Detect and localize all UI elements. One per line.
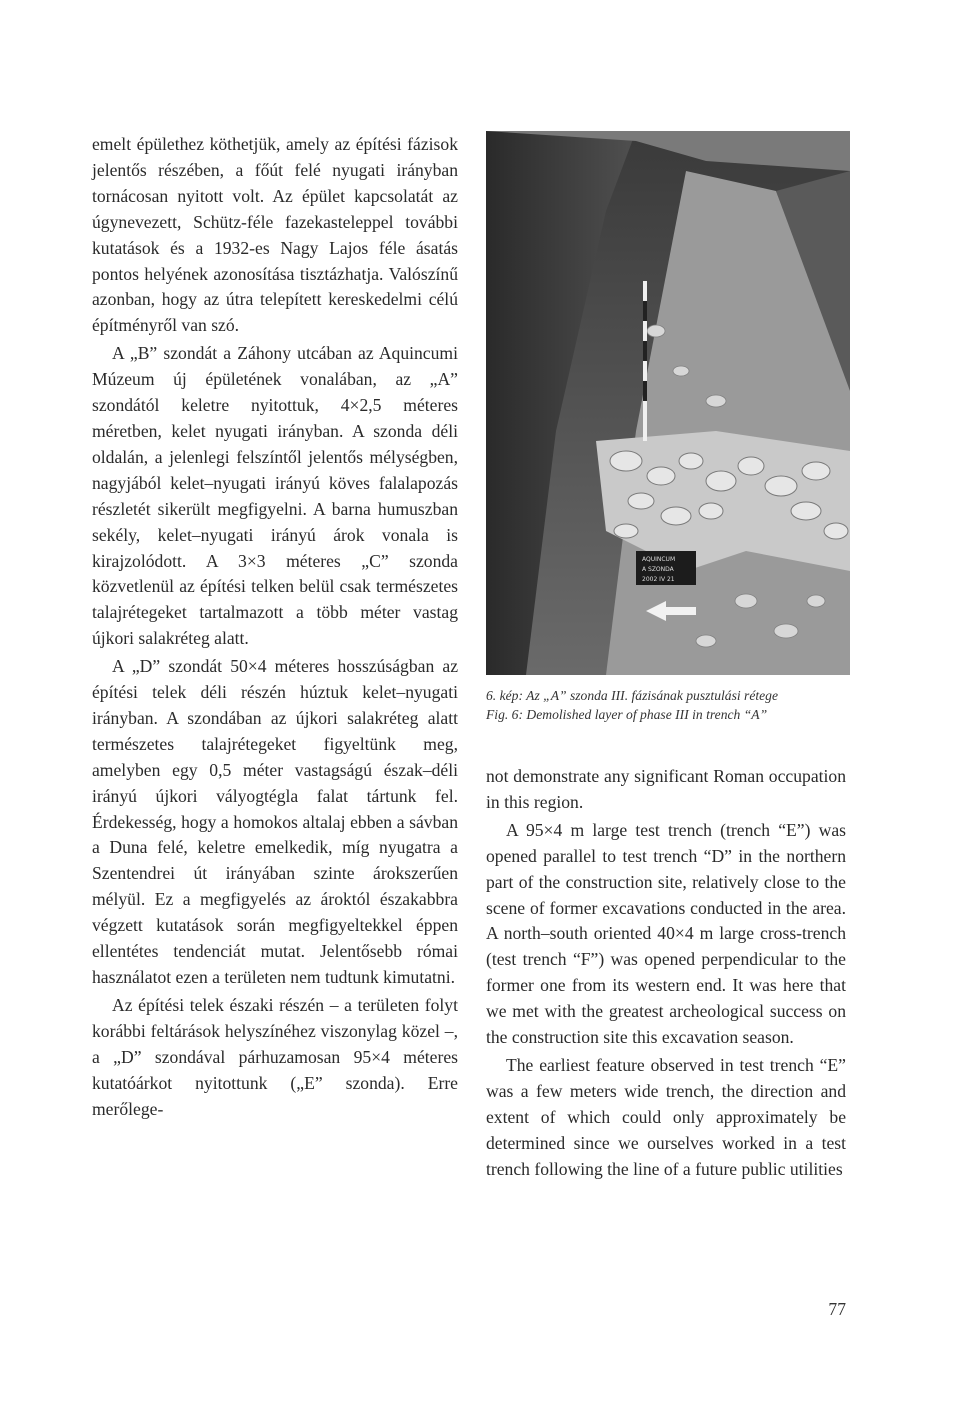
svg-text:2002 IV 21: 2002 IV 21	[642, 576, 675, 583]
paragraph: Az építési telek északi részén – a területen folyt korábbi feltárások helyszínéhez viszonylag közel –, a „D” szondával párhuzamosan 95×4 méteres kutatóárkot nyitottunk („E” szonda). Erre merőlege-	[92, 994, 458, 1119]
excavation-photo	[486, 131, 850, 675]
paragraph: A „D” szondát 50×4 méteres hosszúságban az építési telek déli részén húztuk kelet–nyugati irányban. A szondában az újkori salakréteg alatt természetes talajrétegeket figyeltünk meg, amelyben egy 0,5 méter vastagságú észak–déli irányú újkori vályogtégla falat tártunk fel. Érdekesség, hogy a homokos altalaj ebben a sávban a Duna felé, keletre emelkedik, míg nyugatra a Szentendrei út irányában szinte árokszerűen mélyül. Ez a megfigyelés az ároktól északabbra végzett kutatások során megfigyeltekkel éppen ellentétes tendenciát mutat. Jelentősebb római használatot ezen a területen nem tudtunk kimutatni.	[92, 656, 458, 987]
paragraph: A 95×4 m large test trench (trench “E”) was opened parallel to test trench “D” in the northern part of the construction site, relatively close to the scene of former excavations conducted in the area. A north–south oriented 40×4 m large cross-trench (test trench “F”) was opened perpendicular to the former one from its western end. It was here that we met with the greatest archeological success on the construction site this excavation season.	[486, 819, 846, 1048]
page-number: 77	[828, 1299, 846, 1319]
left-text-column	[92, 132, 458, 1122]
caption-hungarian: 6. kép: Az „A” szonda III. fázisának pusztulási rétege	[486, 688, 778, 703]
caption-english: Fig. 6: Demolished layer of phase III in trench “A”	[486, 707, 768, 722]
svg-text:AQUINCUM: AQUINCUM	[642, 556, 676, 563]
svg-text:A SZONDA: A SZONDA	[642, 566, 674, 573]
photo-illustration	[486, 131, 850, 675]
figure-caption	[486, 686, 856, 724]
paragraph: The earliest feature observed in test trench “E” was a few meters wide trench, the direction and extent of which could only approximately be determined since we ourselves worked in a test trench following the line of a future public utilities	[486, 1054, 846, 1179]
right-text-column	[486, 764, 846, 1183]
paragraph: emelt épülethez köthetjük, amely az építési fázisok jelentős részében, a főút felé nyugati irányban tornácosan nyitott volt. Az épület kapcsolatát az úgynevezett, Schütz-féle fazekasteleppel további kutatások és a 1932-es Nagy Lajos féle ásatás pontos helyének azonosítása tisztázhatja. Valószínű azonban, hogy az útra telepített kereskedelmi célú építményről van szó.	[92, 134, 458, 336]
paragraph: not demonstrate any significant Roman occupation in this region.	[486, 766, 846, 812]
paragraph: A „B” szondát a Záhony utcában az Aquincumi Múzeum új épületének vonalában, az „A” szondától keletre nyitottuk, 4×2,5 méteres méretben, kelet nyugati irányban. A szonda déli oldalán, a jelenlegi felszíntől jelentős mélységben, nagyjából kelet–nyugati irányú köves falalapozás részletét sikerült megfigyelni. A barna humuszban sekély, kelet–nyugati irányú árok vonala is kirajzolódott. A 3×3 méteres „C” szonda közvetlenül az építési telken belül csak természetes talajrétegeket tartalmazott a több méter vastag újkori salakréteg alatt.	[92, 343, 458, 649]
